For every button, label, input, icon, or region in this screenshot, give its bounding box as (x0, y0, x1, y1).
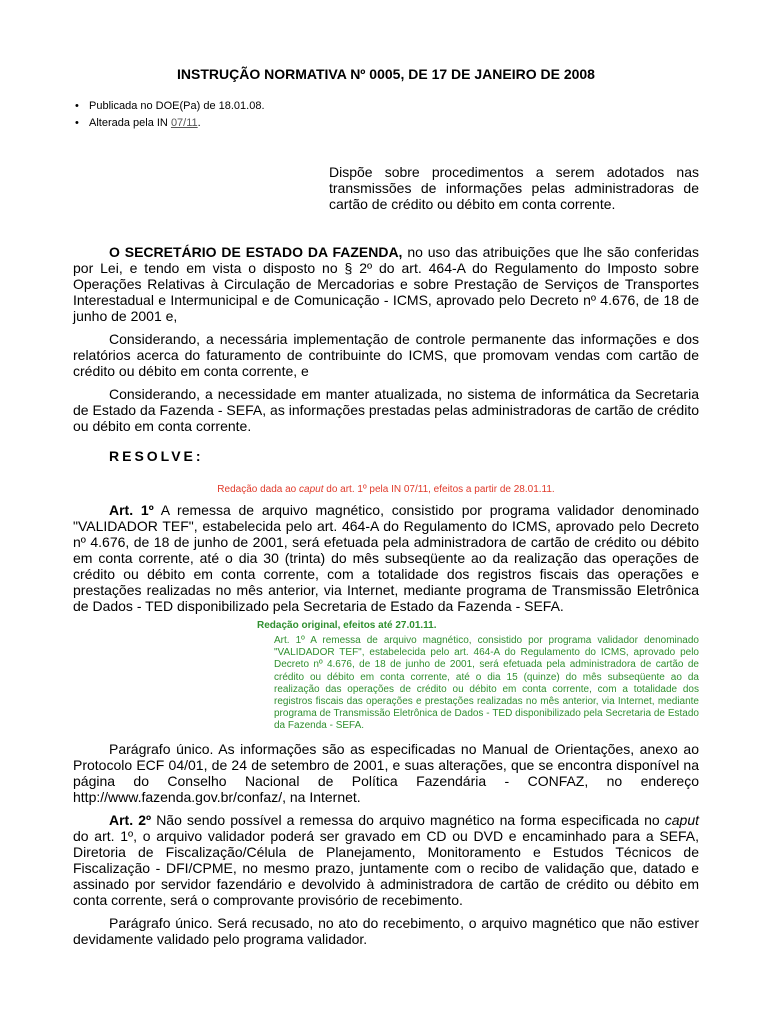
note-altered-suffix: . (197, 117, 201, 129)
considerando-2: Considerando, a necessidade em manter atualizada, no sistema de informática da Secretaria de Estado da Fazenda - SEFA, as informações prestadas pelas administradoras de cartão de crédito ou débito em conta corrente. (73, 386, 699, 434)
redacao-prefix: Redação dada ao (217, 484, 300, 495)
note-published: • Publicada no DOE(Pa) de 18.01.08. (89, 98, 699, 115)
publication-notes (73, 98, 699, 132)
article-1-text: A remessa de arquivo magnético, consistido por programa validador denominado "VALIDADOR TEF", estabelecida pelo art. 464-A do Regulamento do ICMS, aprovado pelo Decreto nº 4.676, de 18 de junho de 2001, será efetuada pela administradora de cartão de crédito ou débito em conta corrente, até o dia 30 (trinta) do mês subseqüente ao da realização das operações de crédito ou débito em conta corrente, com a totalidade dos registros fiscais das operações e prestações realizadas no mês anterior, via Internet, mediante programa de Transmissão Eletrônica de Dados - TED disponibilizado pela Secretaria de Estado da Fazenda - SEFA. (73, 502, 699, 614)
page-title: INSTRUÇÃO NORMATIVA Nº 0005, DE 17 DE JANEIRO DE 2008 (177, 66, 595, 82)
article-2-caput: caput (664, 811, 700, 828)
note-altered-prefix: Alterada pela IN (89, 117, 171, 129)
in-07-11-link[interactable]: 07/11 (170, 117, 198, 129)
preamble-paragraph (73, 244, 699, 324)
redacao-caput: caput (299, 484, 324, 495)
considerando-1: Considerando, a necessária implementação de controle permanente das informações e dos relatórios acerca do faturamento de contribuinte do ICMS, que promovam vendas com cartão de crédito ou débito em conta corrente, e (73, 331, 699, 379)
article-2-label: Art. 2º (109, 811, 152, 828)
document-page (73, 66, 699, 954)
redacao-note (73, 482, 699, 498)
article-2-text-b: do art. 1º, o arquivo validador poderá ser gravado em CD ou DVD e encaminhado para a SEFA, Diretoria de Fiscalização/Célula de Planejamento, Monitoramento e Estudos Técnicos de Fiscalização - DFI/CPME, no mesmo prazo, juntamente com o recibo de validação que, datado e assinado por servidor fazendário e devolvido à administradora de cartão de crédito ou débito em conta corrente, será o comprovante provisório de recebimento. (73, 827, 699, 908)
note-altered (89, 115, 699, 132)
original-redaction-heading: Redação original, efeitos até 27.01.11. (257, 620, 437, 631)
paragrafo-unico-1: Parágrafo único. As informações são as especificadas no Manual de Orientações, anexo ao Protocolo ECF 04/01, de 24 de setembro de 2001, e suas alterações, que se encontra disponível na página do Conselho Nacional de Política Fazendária - CONFAZ, no endereço http://www.fazenda.gov.br/confaz/, na Internet. (73, 740, 699, 805)
article-1-label: Art. 1º (109, 502, 154, 518)
authority-name: O SECRETÁRIO DE ESTADO DA FAZENDA, (109, 244, 403, 260)
article-1 (73, 502, 699, 614)
resolve-heading: RESOLVE: (109, 448, 204, 464)
redacao-suffix: do art. 1º pela IN 07/11, efeitos a partir de 28.01.11. (323, 484, 555, 495)
paragrafo-unico-2: Parágrafo único. Será recusado, no ato do recebimento, o arquivo magnético que não estiver devidamente validado pelo programa validador. (73, 914, 699, 947)
article-2-text-a: Não sendo possível a remessa do arquivo magnético na forma especificada no (151, 811, 665, 828)
preamble-text: no uso das atribuições que lhe são conferidas por Lei, e tendo em vista o disposto no § 2º do art. 464-A do Regulamento do Imposto sobre Operações Relativas à Circulação de Mercadorias e sobre Prestação de Serviços de Transportes Interestadual e Intermunicipal e de Comunicação - ICMS, aprovado pelo Decreto nº 4.676, de 18 de junho de 2001 e, (73, 244, 699, 324)
article-2 (73, 812, 699, 908)
ementa: Dispõe sobre procedimentos a serem adotados nas transmissões de informações pelas administradoras de cartão de crédito ou débito em conta corrente. (329, 164, 699, 212)
original-redaction-text: Art. 1º A remessa de arquivo magnético, consistido por programa validador denominado "VALIDADOR TEF", estabelecida pelo art. 464-A do Regulamento do ICMS, aprovado pelo Decreto nº 4.676, de 18 de junho de 2001, será efetuada pela administradora de cartão de crédito ou débito em conta corrente, até o dia 15 (quinze) do mês subseqüente ao da realização das operações de crédito ou débito em conta corrente, com a totalidade dos registros fiscais das operações e prestações realizadas no mês anterior, via Internet, mediante programa de Transmissão Eletrônica de Dados - TED disponibilizado pela Secretaria de Estado da Fazenda - SEFA. (274, 635, 699, 732)
